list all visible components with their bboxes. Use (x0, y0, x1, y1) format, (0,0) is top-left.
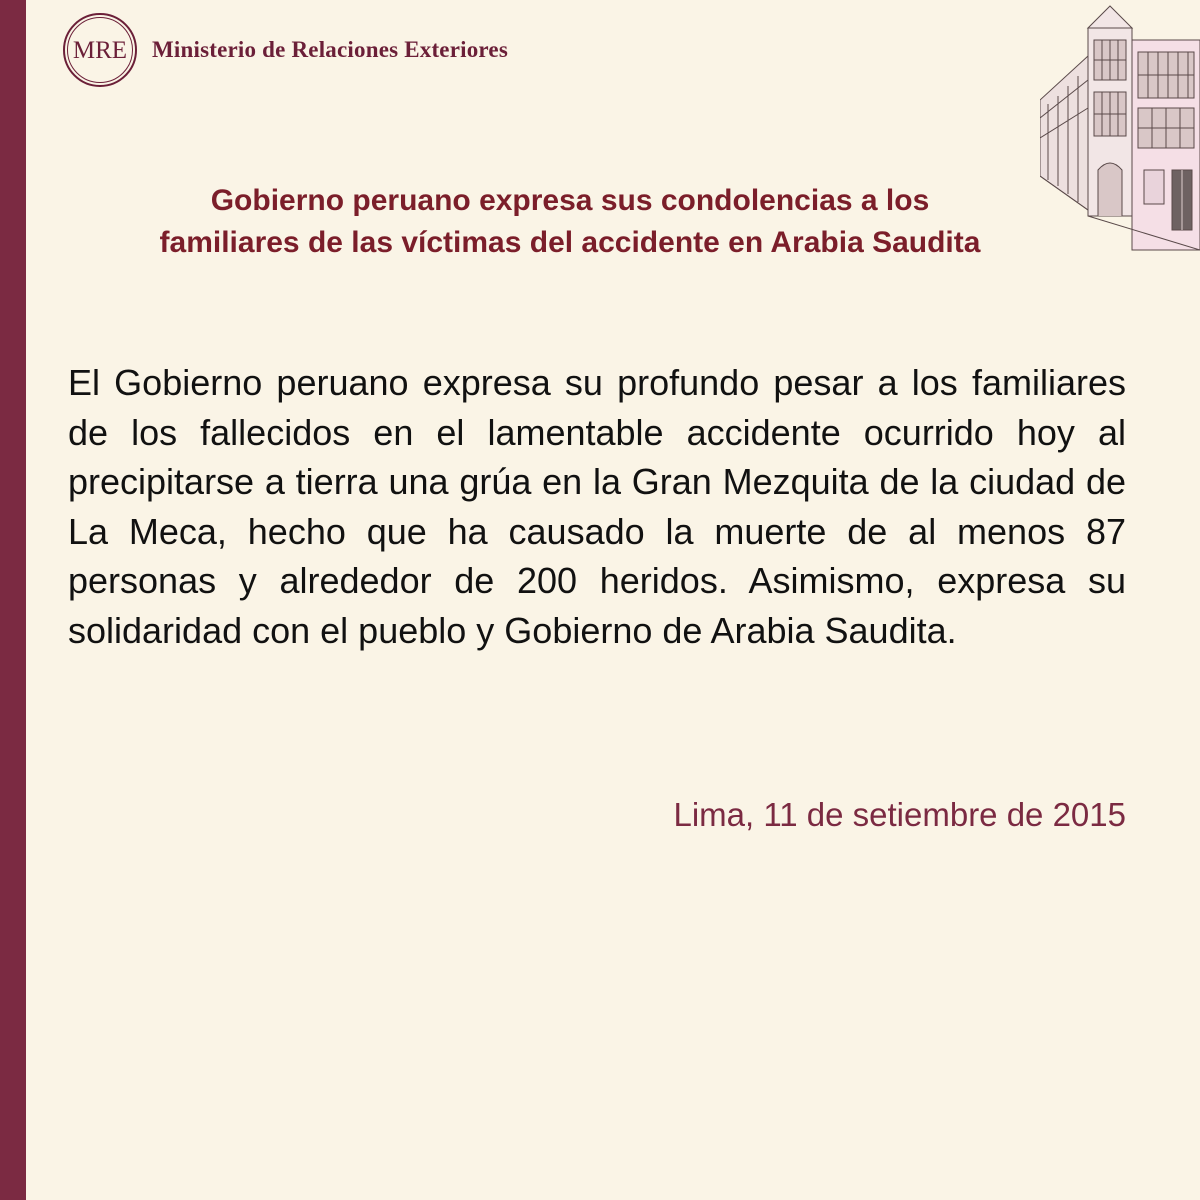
seal-text: MRE (72, 37, 128, 64)
dateline: Lima, 11 de setiembre de 2015 (673, 796, 1126, 833)
headline-line-2: familiares de las víctimas del accidente en Arabia Saudita (159, 226, 981, 259)
headline (70, 180, 1070, 264)
left-accent-bar (0, 0, 26, 1200)
statement-paragraph: El Gobierno peruano expresa su profundo pesar a los familiares de los fallecidos en el lamentable accidente ocurrido hoy al precipitarse a tierra una grúa en la Gran Mezquita de la ciudad de La Meca, hecho que ha causado la muerte de al menos 87 personas y alrededor de 200 heridos. Asimismo, expresa su solidaridad con el pueblo y Gobierno de Arabia Saudita. (68, 362, 1126, 651)
headline-line-1: Gobierno peruano expresa sus condolencias a los (210, 184, 930, 217)
letterhead (62, 12, 508, 88)
mre-seal-icon (62, 12, 138, 88)
ministry-name: Ministerio de Relaciones Exteriores (152, 37, 508, 62)
